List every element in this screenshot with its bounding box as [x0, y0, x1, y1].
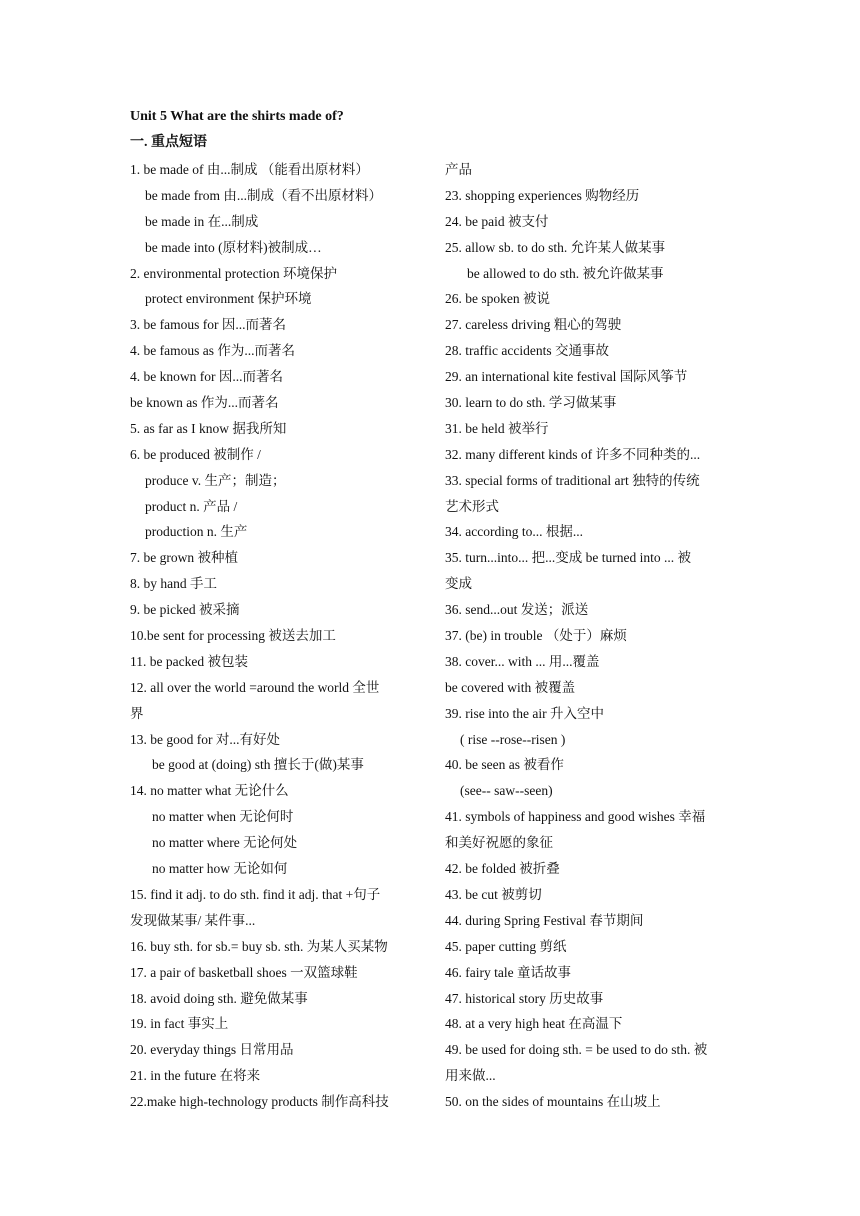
phrase-line: 47. historical story 历史故事	[445, 990, 604, 1006]
phrase-line: produce v. 生产；制造；	[145, 472, 286, 488]
phrase-line: 41. symbols of happiness and good wishes 幸福	[445, 809, 706, 825]
phrase-line: no matter when 无论何时	[152, 809, 294, 825]
phrase-line: 艺术形式	[445, 498, 499, 514]
phrase-line: 31. be held 被举行	[445, 420, 549, 436]
phrase-line: 12. all over the world =around the world 全世	[130, 679, 380, 695]
phrase-line: no matter how 无论如何	[152, 861, 288, 877]
phrase-line: 9. be picked 被采摘	[130, 602, 240, 618]
phrase-line: 36. send...out 发送；派送	[445, 602, 589, 618]
phrase-line: 4. be known for 因...而著名	[130, 369, 283, 385]
phrase-line: 24. be paid 被支付	[445, 213, 549, 229]
phrase-line: (see-- saw--seen)	[460, 783, 553, 799]
phrase-line: 48. at a very high heat 在高温下	[445, 1016, 623, 1032]
phrase-line: 6. be produced 被制作 /	[130, 446, 261, 462]
phrase-line: 30. learn to do sth. 学习做某事	[445, 395, 617, 411]
phrase-line: 10.be sent for processing 被送去加工	[130, 628, 336, 644]
phrase-line: be good at (doing) sth 擅长于(做)某事	[152, 757, 364, 773]
phrase-line: 1. be made of 由...制成 （能看出原材料）	[130, 162, 369, 177]
phrase-line: production n. 生产	[145, 524, 248, 540]
phrase-line: 和美好祝愿的象征	[445, 835, 553, 851]
phrase-line: 39. rise into the air 升入空中	[445, 705, 604, 721]
phrase-line: 变成	[445, 576, 472, 592]
phrase-line: 界	[130, 705, 144, 721]
phrase-line: 32. many different kinds of 许多不同种类的...	[445, 446, 701, 462]
phrase-line: product n. 产品 /	[145, 498, 238, 514]
phrase-line: 2. environmental protection 环境保护	[130, 265, 337, 281]
phrase-line: be made from 由...制成（看不出原材料）	[145, 187, 382, 203]
phrase-line: 5. as far as I know 据我所知	[130, 420, 287, 436]
phrase-line: 37. (be) in trouble （处于）麻烦	[445, 628, 627, 644]
phrase-line: 38. cover... with ... 用...覆盖	[445, 653, 600, 669]
phrase-line: 43. be cut 被剪切	[445, 886, 542, 902]
phrase-line: 4. be famous as 作为...而著名	[130, 343, 295, 359]
phrase-line: ( rise --rose--risen )	[460, 731, 566, 747]
phrase-line: be made in 在...制成	[145, 213, 259, 229]
phrase-line: be known as 作为...而著名	[130, 395, 279, 411]
phrase-line: 25. allow sb. to do sth. 允许某人做某事	[445, 239, 666, 255]
phrase-line: 29. an international kite festival 国际风筝节	[445, 369, 688, 385]
phrase-line: 发现做某事/ 某件事...	[130, 912, 256, 928]
phrase-line: 33. special forms of traditional art 独特的传统	[445, 472, 700, 488]
phrase-line: 16. buy sth. for sb.= buy sb. sth. 为某人买某物	[130, 938, 388, 954]
phrase-line: be made into (原材料)被制成…	[145, 239, 322, 255]
phrase-line: 40. be seen as 被看作	[445, 757, 564, 773]
phrase-line: 44. during Spring Festival 春节期间	[445, 912, 644, 928]
phrase-line: protect environment 保护环境	[145, 291, 312, 307]
phrase-line: 用来做...	[445, 1068, 496, 1084]
phrase-line: 50. on the sides of mountains 在山坡上	[445, 1094, 661, 1110]
phrase-line: be allowed to do sth. 被允许做某事	[467, 265, 664, 281]
phrase-line: be covered with 被覆盖	[445, 679, 576, 695]
phrase-line: 15. find it adj. to do sth. find it adj. that +句子	[130, 886, 381, 902]
phrase-line: 45. paper cutting 剪纸	[445, 938, 567, 954]
phrase-line: 14. no matter what 无论什么	[130, 783, 289, 799]
phrase-line: 19. in fact 事实上	[130, 1016, 229, 1032]
phrase-line: 42. be folded 被折叠	[445, 861, 560, 877]
phrase-line: 22.make high-technology products 制作高科技	[130, 1094, 389, 1110]
phrase-line: 8. by hand 手工	[130, 576, 217, 592]
phrase-line: 27. careless driving 粗心的驾驶	[445, 317, 622, 333]
phrase-line: no matter where 无论何处	[152, 835, 298, 851]
phrase-line: 21. in the future 在将来	[130, 1068, 261, 1084]
phrase-line: 23. shopping experiences 购物经历	[445, 187, 640, 203]
phrase-line: 46. fairy tale 童话故事	[445, 964, 571, 980]
page-title: Unit 5 What are the shirts made of?	[130, 109, 344, 124]
phrase-line: 11. be packed 被包装	[130, 653, 248, 669]
phrase-line: 28. traffic accidents 交通事故	[445, 343, 609, 359]
phrase-line: 13. be good for 对...有好处	[130, 731, 280, 747]
phrase-line: 34. according to... 根据...	[445, 524, 583, 540]
phrase-line: 产品	[445, 162, 472, 177]
phrase-line: 26. be spoken 被说	[445, 291, 550, 307]
phrase-line: 7. be grown 被种植	[130, 550, 238, 566]
phrase-line: 3. be famous for 因...而著名	[130, 317, 286, 333]
phrase-line: 18. avoid doing sth. 避免做某事	[130, 990, 308, 1006]
right-column	[445, 157, 735, 1115]
phrase-line: 17. a pair of basketball shoes 一双篮球鞋	[130, 964, 358, 980]
phrase-line: 35. turn...into... 把...变成 be turned into ... 被	[445, 550, 691, 566]
section-heading: 一. 重点短语	[130, 135, 207, 150]
phrase-line: 20. everyday things 日常用品	[130, 1042, 294, 1058]
phrase-line: 49. be used for doing sth. = be used to do sth. 被	[445, 1042, 708, 1058]
left-column	[130, 157, 420, 1115]
